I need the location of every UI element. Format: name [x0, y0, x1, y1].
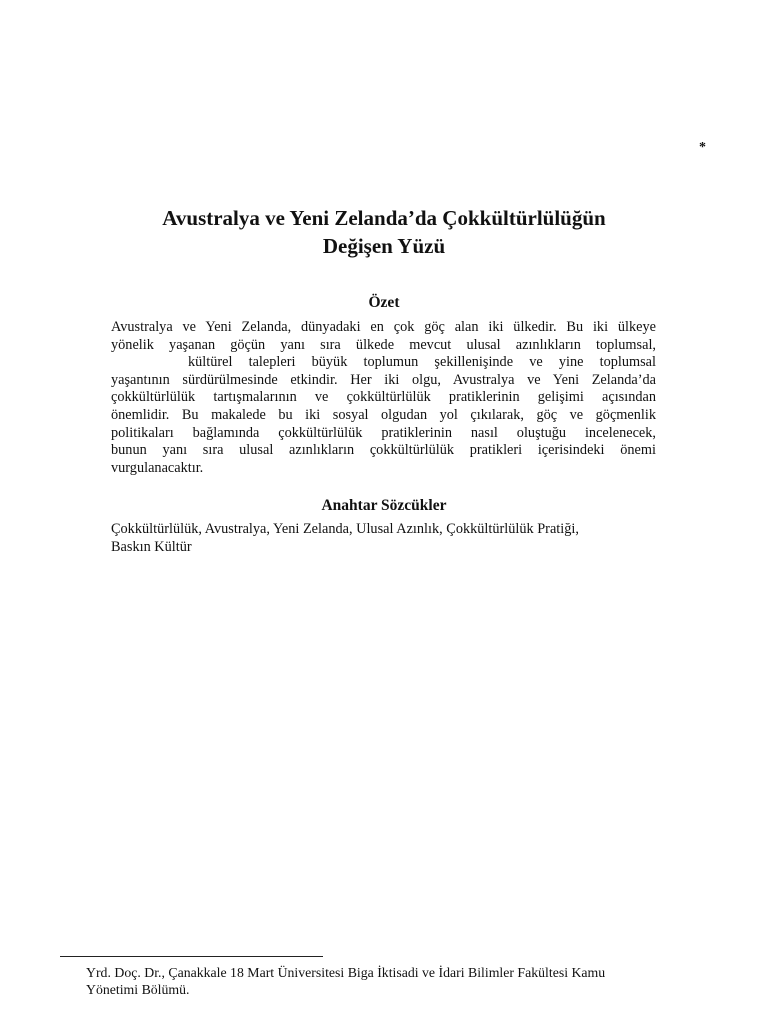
abstract-line: kültürel talepleri büyük toplumun şekillenişinde ve yine toplumsal	[188, 354, 656, 371]
keywords-line: Çokkültürlülük, Avustralya, Yeni Zelanda, Ulusal Azınlık, Çokkültürlülük Pratiği,	[111, 521, 579, 537]
abstract-heading: Özet	[368, 294, 400, 311]
title-line-1: Avustralya ve Yeni Zelanda’da Çokkültürlülüğün	[162, 206, 606, 230]
footnote-line: Yönetimi Bölümü.	[86, 982, 190, 997]
abstract-line: yönelik yaşanan göçün yanı sıra ülkede mevcut ulusal azınlıkların toplumsal,	[111, 336, 656, 353]
abstract-line: önemlidir. Bu makalede bu iki sosyal olgudan yol çıkılarak, göç ve göçmenlik	[111, 407, 656, 423]
abstract-line: vurgulanacaktır.	[111, 459, 204, 476]
abstract-line: politikaları bağlamında çokkültürlülük pratiklerinin nasıl oluştuğu incelenecek,	[111, 424, 656, 441]
abstract-line: çokkültürlülük tartışmalarının ve çokkültürlülük pratiklerinin gelişimi açısından	[111, 389, 656, 406]
author-footnote-marker: *	[699, 140, 706, 155]
abstract-line: yaşantının sürdürülmesinde etkindir. Her iki olgu, Avustralya ve Yeni Zelanda’da	[111, 371, 656, 388]
footnote-line: Yrd. Doç. Dr., Çanakkale 18 Mart Üniversitesi Biga İktisadi ve İdari Bilimler Fakültesi Kamu	[86, 965, 606, 980]
keywords-line: Baskın Kültür	[111, 538, 192, 555]
footnote-divider	[60, 956, 323, 957]
title-line-2: Değişen Yüzü	[322, 234, 446, 258]
abstract-line: Avustralya ve Yeni Zelanda, dünyadaki en çok göç alan iki ülkedir. Bu iki ülkeye	[111, 319, 656, 335]
abstract-line: bunun yanı sıra ulusal azınlıkların çokkültürlülük pratikleri içerisindeki önemi	[111, 442, 656, 459]
keywords-heading: Anahtar Sözcükler	[321, 497, 447, 514]
